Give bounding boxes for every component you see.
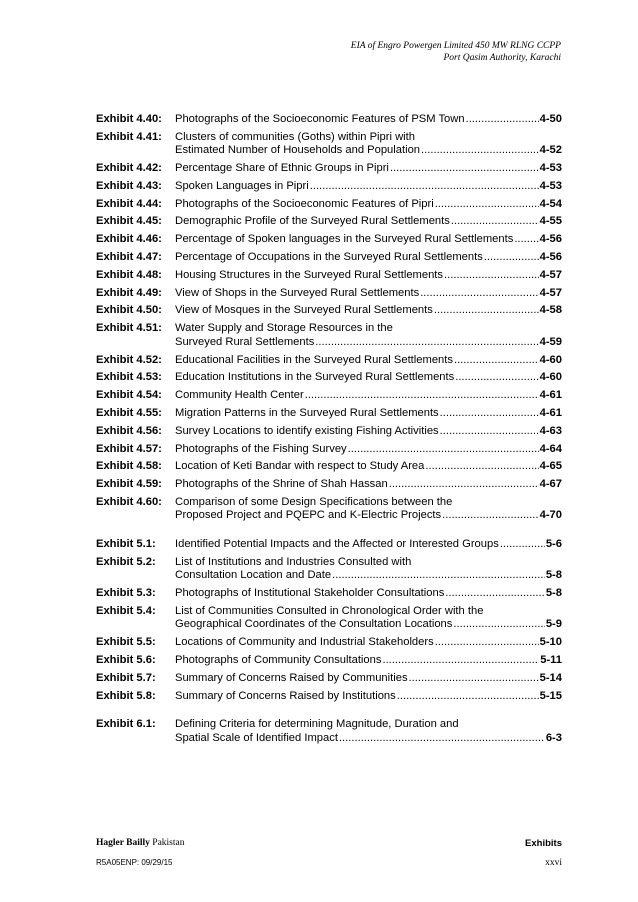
- dot-leader: [500, 538, 545, 552]
- exhibit-entry[interactable]: [96, 425, 562, 439]
- exhibit-page-number: 4-64: [539, 442, 562, 455]
- exhibit-page-number: 4-56: [539, 233, 562, 246]
- exhibit-page-number: 4-61: [539, 406, 562, 419]
- exhibit-number: Exhibit 4.48:: [96, 268, 162, 281]
- exhibit-page-number: 4-61: [539, 389, 562, 402]
- dot-leader: [455, 371, 538, 385]
- dot-leader: [434, 304, 539, 318]
- dot-leader: [445, 587, 545, 601]
- exhibit-number: Exhibit 4.42:: [96, 162, 162, 175]
- exhibit-title-text: Photographs of the Fishing Survey: [175, 442, 347, 455]
- exhibit-entry[interactable]: [96, 389, 562, 403]
- exhibit-entry[interactable]: [96, 180, 562, 194]
- dot-leader: [435, 636, 539, 650]
- exhibit-number: Exhibit 4.55:: [96, 406, 162, 419]
- exhibit-page-number: 4-59: [539, 335, 562, 348]
- dot-leader: [382, 654, 539, 668]
- exhibit-title-line: [175, 322, 562, 336]
- dot-leader: [425, 460, 538, 474]
- running-header: [351, 40, 561, 64]
- exhibit-title-line: [175, 587, 562, 601]
- exhibit-description: [175, 718, 562, 745]
- exhibit-title-line: [175, 509, 562, 523]
- exhibit-title-text: Photographs of Community Consultations: [175, 653, 382, 666]
- exhibit-title-line: [175, 233, 562, 247]
- exhibit-description: [175, 496, 562, 523]
- exhibit-number: Exhibit 5.8:: [96, 689, 156, 702]
- dot-leader: [389, 478, 539, 492]
- exhibit-number: Exhibit 4.53:: [96, 371, 162, 384]
- exhibit-page-number: 4-60: [539, 353, 562, 366]
- exhibit-title-text: Locations of Community and Industrial Stakeholders: [175, 636, 434, 649]
- exhibit-description: [175, 371, 562, 385]
- exhibit-number: Exhibit 5.5:: [96, 636, 156, 649]
- dot-leader: [315, 336, 538, 350]
- exhibit-page-number: 5-8: [545, 587, 562, 600]
- list-of-exhibits: [96, 113, 562, 749]
- exhibit-title-text: Housing Structures in the Surveyed Rural Settlements: [175, 268, 444, 281]
- exhibit-entry[interactable]: [96, 215, 562, 229]
- dot-leader: [421, 144, 539, 158]
- exhibit-title-text: Percentage Share of Ethnic Groups in Pipri: [175, 162, 389, 175]
- exhibit-title-line: [175, 269, 562, 283]
- exhibit-page-number: 4-54: [539, 197, 562, 210]
- exhibit-number: Exhibit 4.50:: [96, 304, 162, 317]
- exhibit-title-text: Migration Patterns in the Surveyed Rural Settlements: [175, 406, 439, 419]
- exhibit-title-text: Photographs of the Shrine of Shah Hassan: [175, 478, 388, 491]
- exhibit-description: [175, 269, 562, 283]
- exhibit-title-line: [175, 131, 562, 145]
- exhibit-description: [175, 287, 562, 301]
- exhibit-number: Exhibit 4.59:: [96, 478, 162, 491]
- dot-leader: [453, 618, 544, 632]
- exhibit-entry[interactable]: [96, 354, 562, 368]
- exhibit-title-text: Summary of Concerns Raised by Institutions: [175, 689, 396, 702]
- exhibit-description: [175, 636, 562, 650]
- exhibit-page-number: 4-63: [539, 424, 562, 437]
- exhibit-description: [175, 556, 562, 583]
- exhibit-title-line: [175, 287, 562, 301]
- exhibit-number: Exhibit 4.52:: [96, 353, 162, 366]
- exhibit-number: Exhibit 4.56:: [96, 424, 162, 437]
- header-project-title: EIA of Engro Powergen Limited 450 MW RLNG CCPP: [350, 41, 561, 51]
- exhibit-description: [175, 587, 562, 601]
- exhibit-title-line: [175, 180, 562, 194]
- exhibit-title-text: Water Supply and Storage Resources in the: [175, 322, 393, 335]
- exhibit-title-text: Community Health Center: [175, 389, 304, 402]
- footer-page-number: xxvi: [545, 858, 562, 868]
- exhibit-title-line: [175, 389, 562, 403]
- dot-leader: [420, 287, 538, 301]
- dot-leader: [305, 389, 539, 403]
- exhibit-description: [175, 672, 562, 686]
- dot-leader: [409, 672, 539, 686]
- dot-leader: [435, 198, 539, 212]
- exhibit-title-text: Proposed Project and PQEPC and K-Electric Projects: [175, 509, 442, 522]
- dot-leader: [442, 509, 538, 523]
- exhibit-number: Exhibit 4.45:: [96, 215, 162, 228]
- exhibit-number: Exhibit 4.41:: [96, 130, 162, 143]
- exhibit-entry[interactable]: [96, 322, 562, 349]
- exhibit-description: [175, 425, 562, 439]
- exhibit-entry[interactable]: [96, 587, 562, 601]
- exhibit-title-line: [175, 304, 562, 318]
- exhibit-title-line: [175, 605, 562, 619]
- exhibit-page-number: 5-8: [545, 569, 562, 582]
- exhibit-number: Exhibit 4.49:: [96, 286, 162, 299]
- exhibit-entry[interactable]: [96, 672, 562, 686]
- exhibit-entry[interactable]: [96, 131, 562, 158]
- exhibit-description: [175, 407, 562, 421]
- exhibit-entry[interactable]: [96, 478, 562, 492]
- exhibit-title-text: View of Mosques in the Surveyed Rural Settlements: [175, 304, 433, 317]
- exhibit-title-text: Photographs of the Socioeconomic Features of Pipri: [175, 197, 434, 210]
- exhibit-page-number: 4-56: [539, 251, 562, 264]
- exhibit-page-number: 4-52: [539, 144, 562, 157]
- exhibit-description: [175, 538, 562, 552]
- exhibit-title-text: Percentage of Spoken languages in the Surveyed Rural Settlements: [175, 233, 514, 246]
- dot-leader: [451, 215, 539, 229]
- exhibit-title-line: [175, 371, 562, 385]
- exhibit-page-number: 5-6: [545, 537, 562, 550]
- exhibit-number: Exhibit 5.4:: [96, 604, 156, 617]
- footer-company-rest: Pakistan: [149, 838, 185, 848]
- dot-leader: [339, 732, 545, 746]
- exhibit-description: [175, 460, 562, 474]
- exhibit-entry[interactable]: [96, 407, 562, 421]
- exhibit-title-text: List of Communities Consulted in Chronological Order with the: [175, 604, 484, 617]
- exhibit-title-line: [175, 636, 562, 650]
- exhibit-title-line: [175, 215, 562, 229]
- dot-leader: [440, 425, 539, 439]
- exhibit-description: [175, 113, 562, 127]
- exhibit-description: [175, 233, 562, 247]
- exhibit-page-number: 5-10: [539, 636, 562, 649]
- exhibit-title-line: [175, 251, 562, 265]
- exhibit-title-text: View of Shops in the Surveyed Rural Settlements: [175, 286, 420, 299]
- exhibit-number: Exhibit 5.7:: [96, 671, 156, 684]
- exhibit-title-text: Geographical Coordinates of the Consultation Locations: [175, 618, 453, 631]
- exhibit-entry[interactable]: [96, 538, 562, 552]
- exhibit-title-text: Survey Locations to identify existing Fishing Activities: [175, 424, 439, 437]
- exhibit-title-line: [175, 654, 562, 668]
- exhibit-description: [175, 690, 562, 704]
- exhibit-number: Exhibit 4.60:: [96, 495, 162, 508]
- exhibit-title-text: Consultation Location and Date: [175, 569, 332, 582]
- exhibit-description: [175, 215, 562, 229]
- exhibit-page-number: 4-53: [539, 179, 562, 192]
- header-location: Port Qasim Authority, Karachi: [443, 53, 561, 63]
- exhibit-entry[interactable]: [96, 443, 562, 457]
- exhibit-title-text: Spoken Languages in Pipri: [175, 179, 309, 192]
- exhibit-number: Exhibit 4.58:: [96, 460, 162, 473]
- exhibit-number: Exhibit 4.44:: [96, 197, 162, 210]
- exhibit-number: Exhibit 4.40:: [96, 113, 162, 125]
- exhibit-title-text: Education Institutions in the Surveyed Rural Settlements: [175, 371, 455, 384]
- exhibit-title-text: Estimated Number of Households and Population: [175, 144, 421, 157]
- exhibit-entry[interactable]: [96, 654, 562, 668]
- dot-leader: [514, 233, 538, 247]
- exhibit-entry[interactable]: [96, 371, 562, 385]
- exhibit-number: Exhibit 4.54:: [96, 389, 162, 402]
- exhibit-number: Exhibit 5.2:: [96, 555, 156, 568]
- exhibit-page-number: 5-9: [545, 618, 562, 631]
- exhibit-number: Exhibit 4.51:: [96, 322, 162, 335]
- exhibit-entry[interactable]: [96, 287, 562, 301]
- exhibit-entry[interactable]: [96, 162, 562, 176]
- exhibit-title-text: Identified Potential Impacts and the Affected or Interested Groups: [175, 537, 499, 550]
- dot-leader: [466, 113, 539, 127]
- exhibit-title-text: Demographic Profile of the Surveyed Rural Settlements: [175, 215, 450, 228]
- exhibit-title-text: Defining Criteria for determining Magnitude, Duration and: [175, 718, 459, 731]
- exhibit-title-line: [175, 672, 562, 686]
- exhibit-page-number: 5-15: [539, 689, 562, 702]
- dot-leader: [440, 407, 539, 421]
- exhibit-number: Exhibit 4.43:: [96, 179, 162, 192]
- exhibit-description: [175, 654, 562, 668]
- exhibit-title-line: [175, 478, 562, 492]
- exhibit-page-number: 4-53: [539, 162, 562, 175]
- footer-section: Exhibits: [525, 838, 562, 849]
- exhibit-page-number: 4-67: [539, 478, 562, 491]
- exhibit-number: Exhibit 4.57:: [96, 442, 162, 455]
- exhibit-entry[interactable]: [96, 556, 562, 583]
- exhibit-entry[interactable]: [96, 690, 562, 704]
- exhibit-title-text: Educational Facilities in the Surveyed Rural Settlements: [175, 353, 453, 366]
- exhibit-description: [175, 389, 562, 403]
- exhibit-entry[interactable]: [96, 251, 562, 265]
- exhibit-page-number: 4-60: [539, 371, 562, 384]
- exhibit-page-number: 5-14: [539, 671, 562, 684]
- exhibit-title-line: [175, 162, 562, 176]
- dot-leader: [397, 690, 539, 704]
- exhibit-page-number: 4-55: [539, 215, 562, 228]
- exhibit-entry[interactable]: [96, 496, 562, 523]
- exhibit-page-number: 4-57: [539, 286, 562, 299]
- dot-leader: [390, 162, 539, 176]
- exhibit-title-line: [175, 460, 562, 474]
- exhibit-title-line: [175, 496, 562, 510]
- dot-leader: [332, 569, 545, 583]
- exhibit-page-number: 4-65: [539, 460, 562, 473]
- exhibit-number: Exhibit 5.3:: [96, 587, 156, 600]
- exhibit-entry[interactable]: [96, 198, 562, 212]
- dot-leader: [310, 180, 539, 194]
- exhibit-entry[interactable]: [96, 718, 562, 745]
- footer-doc-code: R5A05ENP: 09/29/15: [96, 858, 173, 867]
- exhibit-title-line: [175, 354, 562, 368]
- exhibit-title-line: [175, 425, 562, 439]
- exhibit-description: [175, 354, 562, 368]
- exhibit-page-number: 4-58: [539, 304, 562, 317]
- exhibit-number: Exhibit 5.6:: [96, 653, 156, 666]
- exhibit-title-line: [175, 556, 562, 570]
- exhibit-page-number: 4-57: [539, 268, 562, 281]
- exhibit-entry[interactable]: [96, 636, 562, 650]
- exhibit-number: Exhibit 4.47:: [96, 251, 162, 264]
- footer-company: [96, 838, 185, 848]
- exhibit-title-line: [175, 718, 562, 732]
- dot-leader: [348, 443, 539, 457]
- footer-company-bold: Hagler Bailly: [96, 838, 150, 848]
- exhibit-number: Exhibit 6.1:: [96, 718, 156, 731]
- exhibit-description: [175, 443, 562, 457]
- exhibit-description: [175, 251, 562, 265]
- exhibit-title-text: Location of Keti Bandar with respect to Study Area: [175, 460, 425, 473]
- exhibit-entry[interactable]: [96, 113, 562, 127]
- exhibit-title-line: [175, 336, 562, 350]
- exhibit-title-line: [175, 538, 562, 552]
- exhibit-title-text: Clusters of communities (Goths) within Pipri with: [175, 130, 415, 143]
- exhibit-title-text: Percentage of Occupations in the Surveyed Rural Settlements: [175, 251, 483, 264]
- exhibit-title-line: [175, 618, 562, 632]
- exhibit-entry[interactable]: [96, 269, 562, 283]
- exhibit-entry[interactable]: [96, 304, 562, 318]
- exhibit-title-line: [175, 198, 562, 212]
- exhibit-title-line: [175, 407, 562, 421]
- exhibit-title-line: [175, 732, 562, 746]
- exhibit-title-line: [175, 144, 562, 158]
- exhibit-description: [175, 198, 562, 212]
- exhibit-number: Exhibit 5.1:: [96, 537, 156, 550]
- exhibit-entry[interactable]: [96, 233, 562, 247]
- exhibit-title-line: [175, 690, 562, 704]
- dot-leader: [454, 354, 539, 368]
- exhibit-description: [175, 162, 562, 176]
- exhibit-title-text: List of Institutions and Industries Consulted with: [175, 555, 412, 568]
- exhibit-page-number: 4-50: [539, 113, 562, 125]
- exhibit-title-text: Summary of Concerns Raised by Communities: [175, 671, 408, 684]
- exhibit-title-text: Surveyed Rural Settlements: [175, 335, 315, 348]
- exhibit-title-line: [175, 569, 562, 583]
- dot-leader: [444, 269, 539, 283]
- exhibit-page-number: 4-70: [539, 509, 562, 522]
- exhibit-entry[interactable]: [96, 460, 562, 474]
- exhibit-description: [175, 131, 562, 158]
- exhibit-title-text: Spatial Scale of Identified Impact: [175, 731, 338, 744]
- exhibit-title-text: Photographs of the Socioeconomic Features of PSM Town: [175, 113, 465, 125]
- exhibit-number: Exhibit 4.46:: [96, 233, 162, 246]
- dot-leader: [484, 251, 539, 265]
- exhibit-description: [175, 180, 562, 194]
- exhibit-page-number: 5-11: [540, 653, 562, 666]
- exhibit-title-text: Photographs of Institutional Stakeholder Consultations: [175, 587, 445, 600]
- exhibit-description: [175, 478, 562, 492]
- exhibit-description: [175, 322, 562, 349]
- exhibit-title-text: Comparison of some Design Specifications between the: [175, 495, 453, 508]
- exhibit-description: [175, 304, 562, 318]
- exhibit-page-number: 6-3: [545, 731, 562, 744]
- exhibit-entry[interactable]: [96, 605, 562, 632]
- exhibit-description: [175, 605, 562, 632]
- exhibit-title-line: [175, 113, 562, 127]
- exhibit-title-line: [175, 443, 562, 457]
